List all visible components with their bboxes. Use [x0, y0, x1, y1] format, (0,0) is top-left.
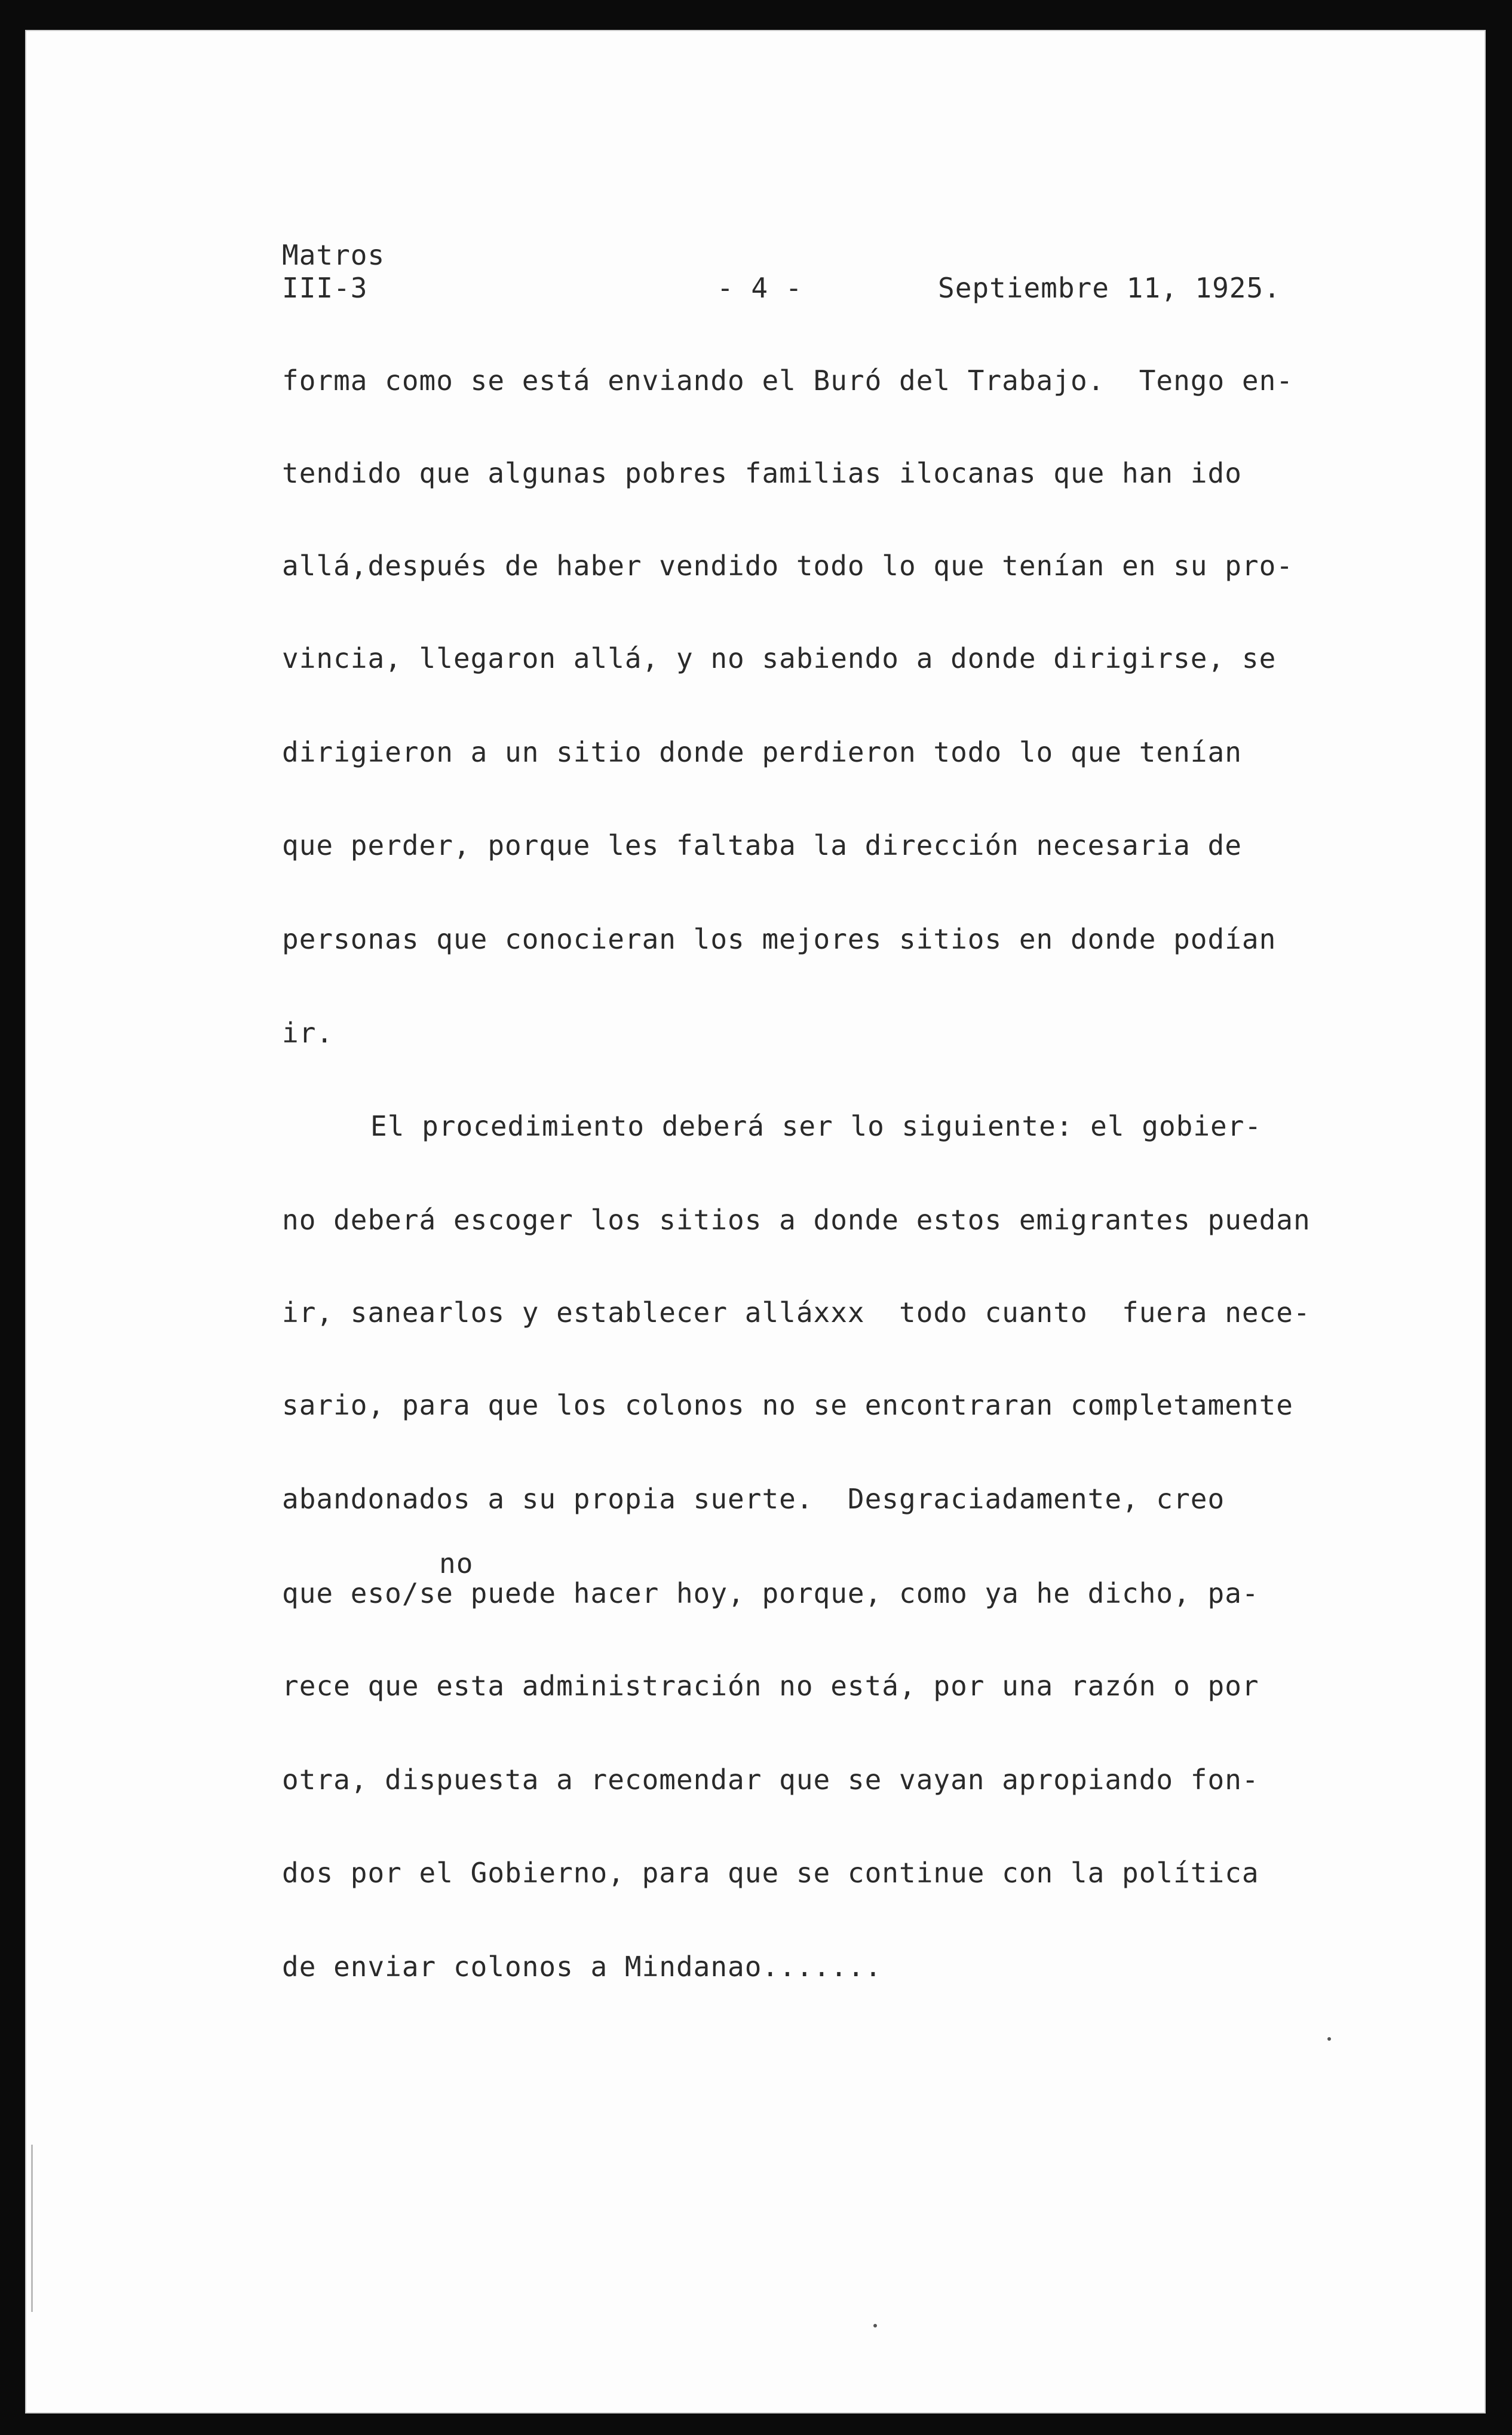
header-name: Matros: [282, 239, 385, 271]
text-line: dos por el Gobierno, para que se continue con la política: [282, 1857, 1259, 1889]
paper-speck: [1327, 2037, 1331, 2041]
text-line: rece que esta administración no está, por una razón o por: [282, 1670, 1259, 1702]
text-line: ir.: [282, 1017, 334, 1049]
text-line: que perder, porque les faltaba la dirección necesaria de: [282, 829, 1242, 861]
text-line: que eso/se puede hacer hoy, porque, como ya he dicho, pa-: [282, 1577, 1259, 1609]
text-line: forma como se está enviando el Buró del Trabajo. Tengo en-: [282, 364, 1293, 397]
text-line: dirigieron a un sitio donde perdieron todo lo que tenían: [282, 736, 1242, 768]
text-line: sario, para que los colonos no se encontraran completamente: [282, 1389, 1293, 1421]
text-line: personas que conocieran los mejores sitios en donde podían: [282, 923, 1277, 955]
header-ref: III-3: [282, 272, 368, 304]
interlinear-insert: no: [439, 1547, 474, 1580]
paper-speck: [873, 2324, 877, 2327]
text-line: tendido que algunas pobres familias ilocanas que han ido: [282, 457, 1242, 489]
text-line-indented: El procedimiento deberá ser lo siguiente: el gobier-: [370, 1110, 1262, 1142]
binding-edge-mark: [31, 2145, 33, 2312]
page-number: - 4 -: [717, 272, 803, 304]
text-line: otra, dispuesta a recomendar que se vayan apropiando fon-: [282, 1764, 1259, 1796]
text-line: vincia, llegaron allá, y no sabiendo a donde dirigirse, se: [282, 642, 1277, 674]
text-line: no deberá escoger los sitios a donde estos emigrantes puedan: [282, 1204, 1311, 1236]
text-line: ir, sanearlos y establecer alláxxx todo cuanto fuera nece-: [282, 1296, 1311, 1329]
header-date: Septiembre 11, 1925.: [938, 272, 1281, 304]
text-line: abandonados a su propia suerte. Desgraciadamente, creo: [282, 1483, 1225, 1515]
text-line: allá,después de haber vendido todo lo que tenían en su pro-: [282, 550, 1293, 582]
text-line: de enviar colonos a Mindanao.......: [282, 1951, 882, 1983]
